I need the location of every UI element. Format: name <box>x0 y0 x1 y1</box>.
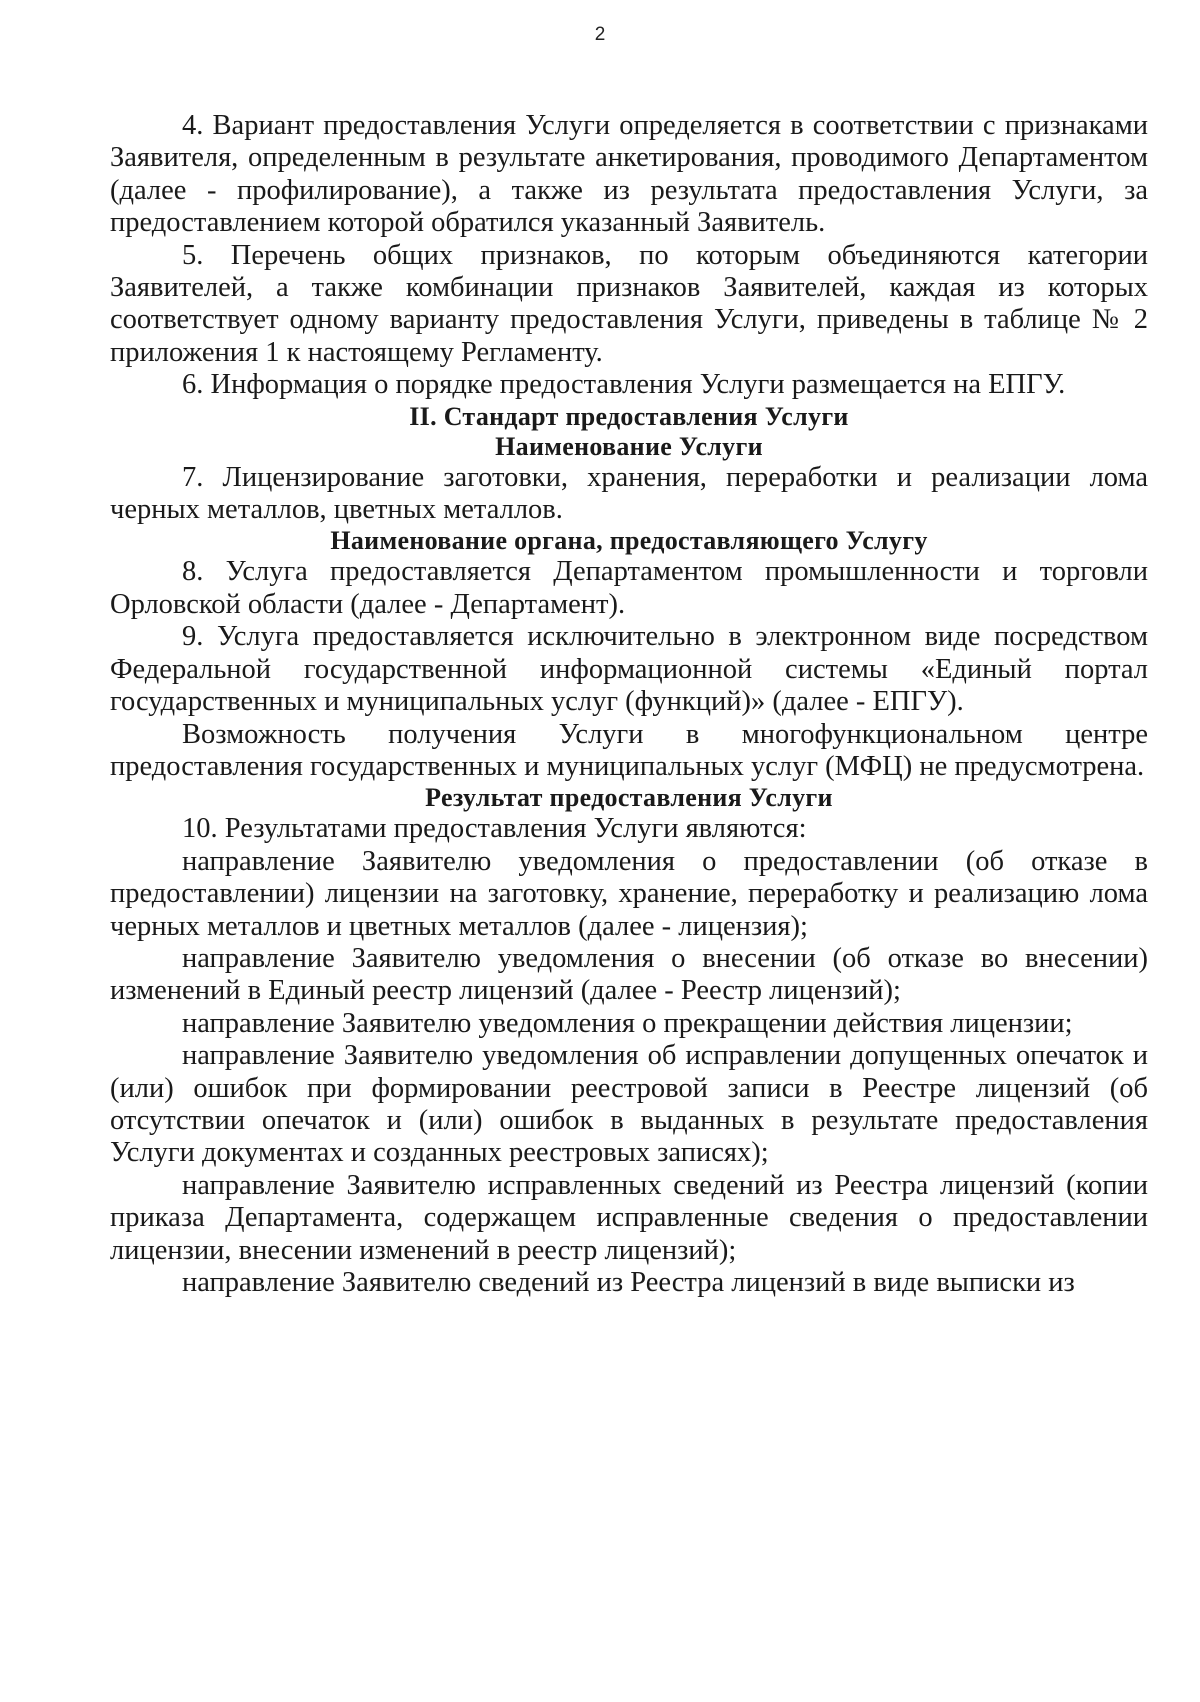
paragraph-10: 10. Результатами предоставления Услуги являются: <box>182 813 807 845</box>
result-item-corrections: направление Заявителю уведомления об исправлении допущенных опечаток и (или) ошибок при формировании реестровой записи в Реестре лицензий (об отсутствии опечаток и (или) ошибок в выданных в результате предоставления Услуги документах и созданных реестровых записях); <box>110 1040 1148 1169</box>
paragraph-9: 9. Услуга предоставляется исключительно в электронном виде посредством Федеральной государственной информационной системы «Единый портал государственных и муниципальных услуг (функций)» (далее - ЕПГУ). <box>110 621 1148 718</box>
result-item-changes: направление Заявителю уведомления о внесении (об отказе во внесении) изменений в Единый реестр лицензий (далее - Реестр лицензий); <box>110 942 1148 1007</box>
paragraph-8: 8. Услуга предоставляется Департаментом промышленности и торговли Орловской области (далее - Департамент). <box>110 556 1148 620</box>
result-item-license: направление Заявителю уведомления о предоставлении (об отказе в предоставлении) лицензии на заготовку, хранение, переработку и реализацию лома черных металлов и цветных металлов (далее - лицензия); <box>110 845 1148 942</box>
section-title: II. Стандарт предоставления Услуги <box>409 401 849 431</box>
result-item-corrected-info: направление Заявителю исправленных сведений из Реестра лицензий (копии приказа Департамента, содержащем исправленные сведения о предоставлении лицензии, внесении изменений в реестр лицензий); <box>110 1169 1148 1266</box>
subsection-title-service-name: Наименование Услуги <box>495 431 763 461</box>
paragraph-mfc: Возможность получения Услуги в многофункциональном центре предоставления государственных и муниципальных услуг (МФЦ) не предусмотрена. <box>110 718 1148 782</box>
result-item-termination: направление Заявителю уведомления о прекращении действия лицензии; <box>182 1007 1073 1039</box>
subsection-title-authority: Наименование органа, предоставляющего Услугу <box>330 526 928 556</box>
result-item-extract: направление Заявителю сведений из Реестра лицензий в виде выписки из <box>182 1267 1075 1298</box>
page-number: 2 <box>594 24 606 45</box>
paragraph-7: 7. Лицензирование заготовки, хранения, переработки и реализации лома черных металлов, цветных металлов. <box>110 461 1148 526</box>
paragraph-4: 4. Вариант предоставления Услуги определяется в соответствии с признаками Заявителя, определенным в результате анкетирования, проводимого Департаментом (далее - профилирование), а также из результата предоставления Услуги, за предоставлением которой обратился указанный Заявитель. <box>110 110 1148 239</box>
paragraph-6: 6. Информация о порядке предоставления Услуги размещается на ЕПГУ. <box>182 369 1066 401</box>
subsection-title-result: Результат предоставления Услуги <box>425 783 833 813</box>
paragraph-5: 5. Перечень общих признаков, по которым объединяются категории Заявителей, а также комбинации признаков Заявителей, каждая из которых соответствует одному варианту предоставления Услуги, приведены в таблице № 2 приложения 1 к настоящему Регламенту. <box>110 239 1148 368</box>
document-body <box>110 110 1148 1299</box>
